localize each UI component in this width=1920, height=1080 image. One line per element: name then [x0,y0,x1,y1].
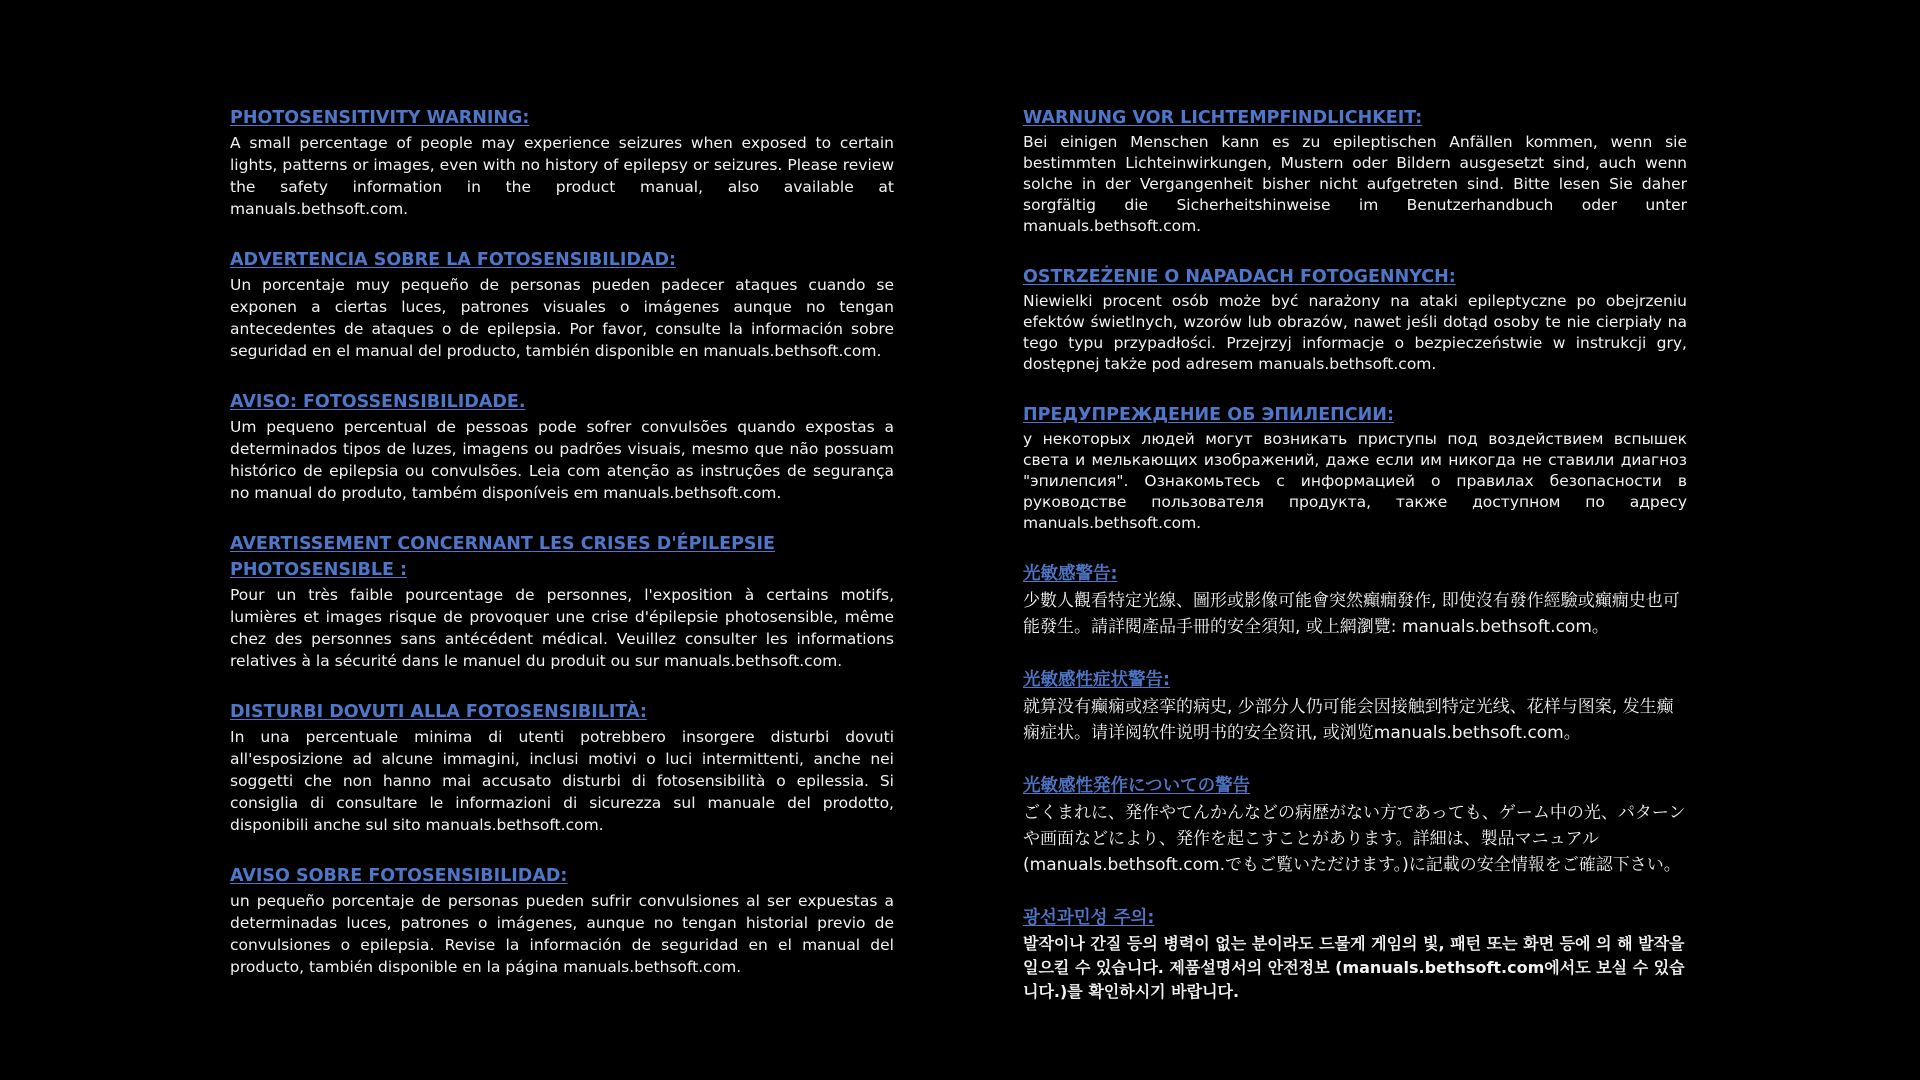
warning-text: Pour un très faible pourcentage de personnes, l'exposition à certains motifs, lumières et images risque de provoquer une crise d'épilepsie photosensible, même chez des personnes sans antécédent médical. Veuillez consulter les informations relatives à la sécurité dans le manuel du produit ou sur manuals.bethsoft.com. [230,586,894,670]
warning-text: Um pequeno percentual de pessoas pode sofrer convulsões quando expostas a determinados tipos de luzes, imagens ou padrões visuais, mesmo que não possuam histórico de epilepsia ou convulsões. Leia com atenção as instruções de segurança no manual do produto, também disponíveis em manuals.bethsoft.com. [230,418,894,502]
warning-section-korean [1023,905,1687,1004]
warning-text: A small percentage of people may experience seizures when exposed to certain lights, patterns or images, even with no history of epilepsy or seizures. Please review the safety information in the product manual, also available at manuals.bethsoft.com. [230,134,894,218]
warning-heading: PHOTOSENSITIVITY WARNING: [230,108,530,128]
warning-section-french [230,531,894,672]
warning-section-italian [230,699,894,836]
warning-heading: ADVERTENCIA SOBRE LA FOTOSENSIBILIDAD: [230,250,676,270]
warning-section-japanese [1023,773,1687,878]
warning-section-polish [1023,264,1687,375]
warning-heading: WARNUNG VOR LICHTEMPFINDLICHKEIT: [1023,108,1423,128]
warning-heading: AVISO SOBRE FOTOSENSIBILIDAD: [230,866,568,886]
warning-section-german [1023,105,1687,237]
warning-section-latam-spanish [230,863,894,978]
warning-text: 발작이나 간질 등의 병력이 없는 분이라도 드물게 게임의 빛, 패턴 또는 화면 등에 의 해 발작을 일으킬 수 있습니다. 제품설명서의 안전정보 (manuals.bethsoft.com에서도 보실 수 있습니다.)를 확인하시기 바랍니다. [1023,934,1685,1001]
warning-text: Niewielki procent osób może być narażony na ataki epileptyczne po obejrzeniu efektów świetlnych, wzorów lub obrazów, nawet jeśli dotąd osoby te nie cierpiały na tego typu przypadłości. Przejrzyj informacje o bezpieczeństwie w instrukcji gry, dostępnej także pod adresem manuals.bethsoft.com. [1023,292,1687,373]
warning-text: Un porcentaje muy pequeño de personas pueden padecer ataques cuando se exponen a ciertas luces, patrones visuales o imágenes aunque no tengan antecedentes de ataques o de epilepsia. Por favor, consulte la información sobre seguridad en el manual del producto, también disponible en manuals.bethsoft.com. [230,276,894,360]
warning-text: 少數人觀看特定光線、圖形或影像可能會突然癲癇發作, 即使沒有發作經驗或癲癇史也可能發生。請詳閱產品手冊的安全須知, 或上網瀏覽: manuals.bethsoft.com。 [1023,591,1680,637]
warning-section-english [230,105,894,220]
warning-text: ごくまれに、発作やてんかんなどの病歴がない方であっても、ゲーム中の光、パターンや画面などにより、発作を起こすことがあります。詳細は、製品マニュアル(manuals.bethsoft.com.でもご覧いただけます。)に記載の安全情報をご確認下さい。 [1023,803,1686,875]
warning-text: In una percentuale minima di utenti potrebbero insorgere disturbi dovuti all'esposizione ad alcune immagini, inclusi motivi o luci intermittenti, anche nei soggetti che non hanno mai accusato disturbi di fotosensibilità o epilessia. Si consiglia di consultare le informazioni di sicurezza sul manuale del prodotto, disponibili anche sul sito manuals.bethsoft.com. [230,728,894,834]
left-column [230,105,894,1005]
warning-heading: AVERTISSEMENT CONCERNANT LES CRISES D'ÉPILEPSIE PHOTOSENSIBLE : [230,534,775,580]
warning-text: Bei einigen Menschen kann es zu epileptischen Anfällen kommen, wenn sie bestimmten Lichteinwirkungen, Mustern oder Bildern ausgesetzt sind, auch wenn solche in der Vergangenheit bisher nicht aufgetreten sind. Bitte lesen Sie daher sorgfältig die Sicherheitshinweise im Benutzerhandbuch oder unter manuals.bethsoft.com. [1023,133,1687,235]
warning-heading: 光敏感警告: [1023,564,1118,584]
warning-section-portuguese [230,389,894,504]
warning-heading: OSTRZEŻENIE O NAPADACH FOTOGENNYCH: [1023,267,1456,287]
warning-text: у некоторых людей могут возникать приступы под воздействием вспышек света и мелькающих изображений, даже если им никогда не ставили диагноз "эпилепсия". Ознакомьтесь с информацией о правилах безопасности в руководстве пользователя продукта, также доступном по адресу manuals.bethsoft.com. [1023,430,1687,532]
warning-heading: ПРЕДУПРЕЖДЕНИЕ ОБ ЭПИЛЕПСИИ: [1023,405,1394,425]
warning-heading: DISTURBI DOVUTI ALLA FOTOSENSIBILITÀ: [230,702,647,722]
warning-text: un pequeño porcentaje de personas pueden sufrir convulsiones al ser expuestas a determinadas luces, patrones o imágenes, aunque no tengan historial previo de convulsiones o epilepsia. Revise la información de seguridad en el manual del producto, también disponible en la página manuals.bethsoft.com. [230,892,894,976]
warning-section-spanish [230,247,894,362]
right-column [1023,105,1687,1031]
warning-section-russian [1023,402,1687,534]
warning-section-simplified-chinese [1023,667,1687,746]
warning-heading: 광선과민성 주의: [1023,908,1155,928]
warning-section-traditional-chinese [1023,561,1687,640]
warning-heading: AVISO: FOTOSSENSIBILIDADE. [230,392,526,412]
warning-heading: 光敏感性症状警告: [1023,670,1170,690]
warning-heading: 光敏感性発作についての警告 [1023,776,1251,796]
warning-text: 就算没有癫痫或痉挛的病史, 少部分人仍可能会因接触到特定光线、花样与图案, 发生癫痫症状。请详阅软件说明书的安全资讯, 或浏览manuals.bethsoft.com。 [1023,697,1674,743]
